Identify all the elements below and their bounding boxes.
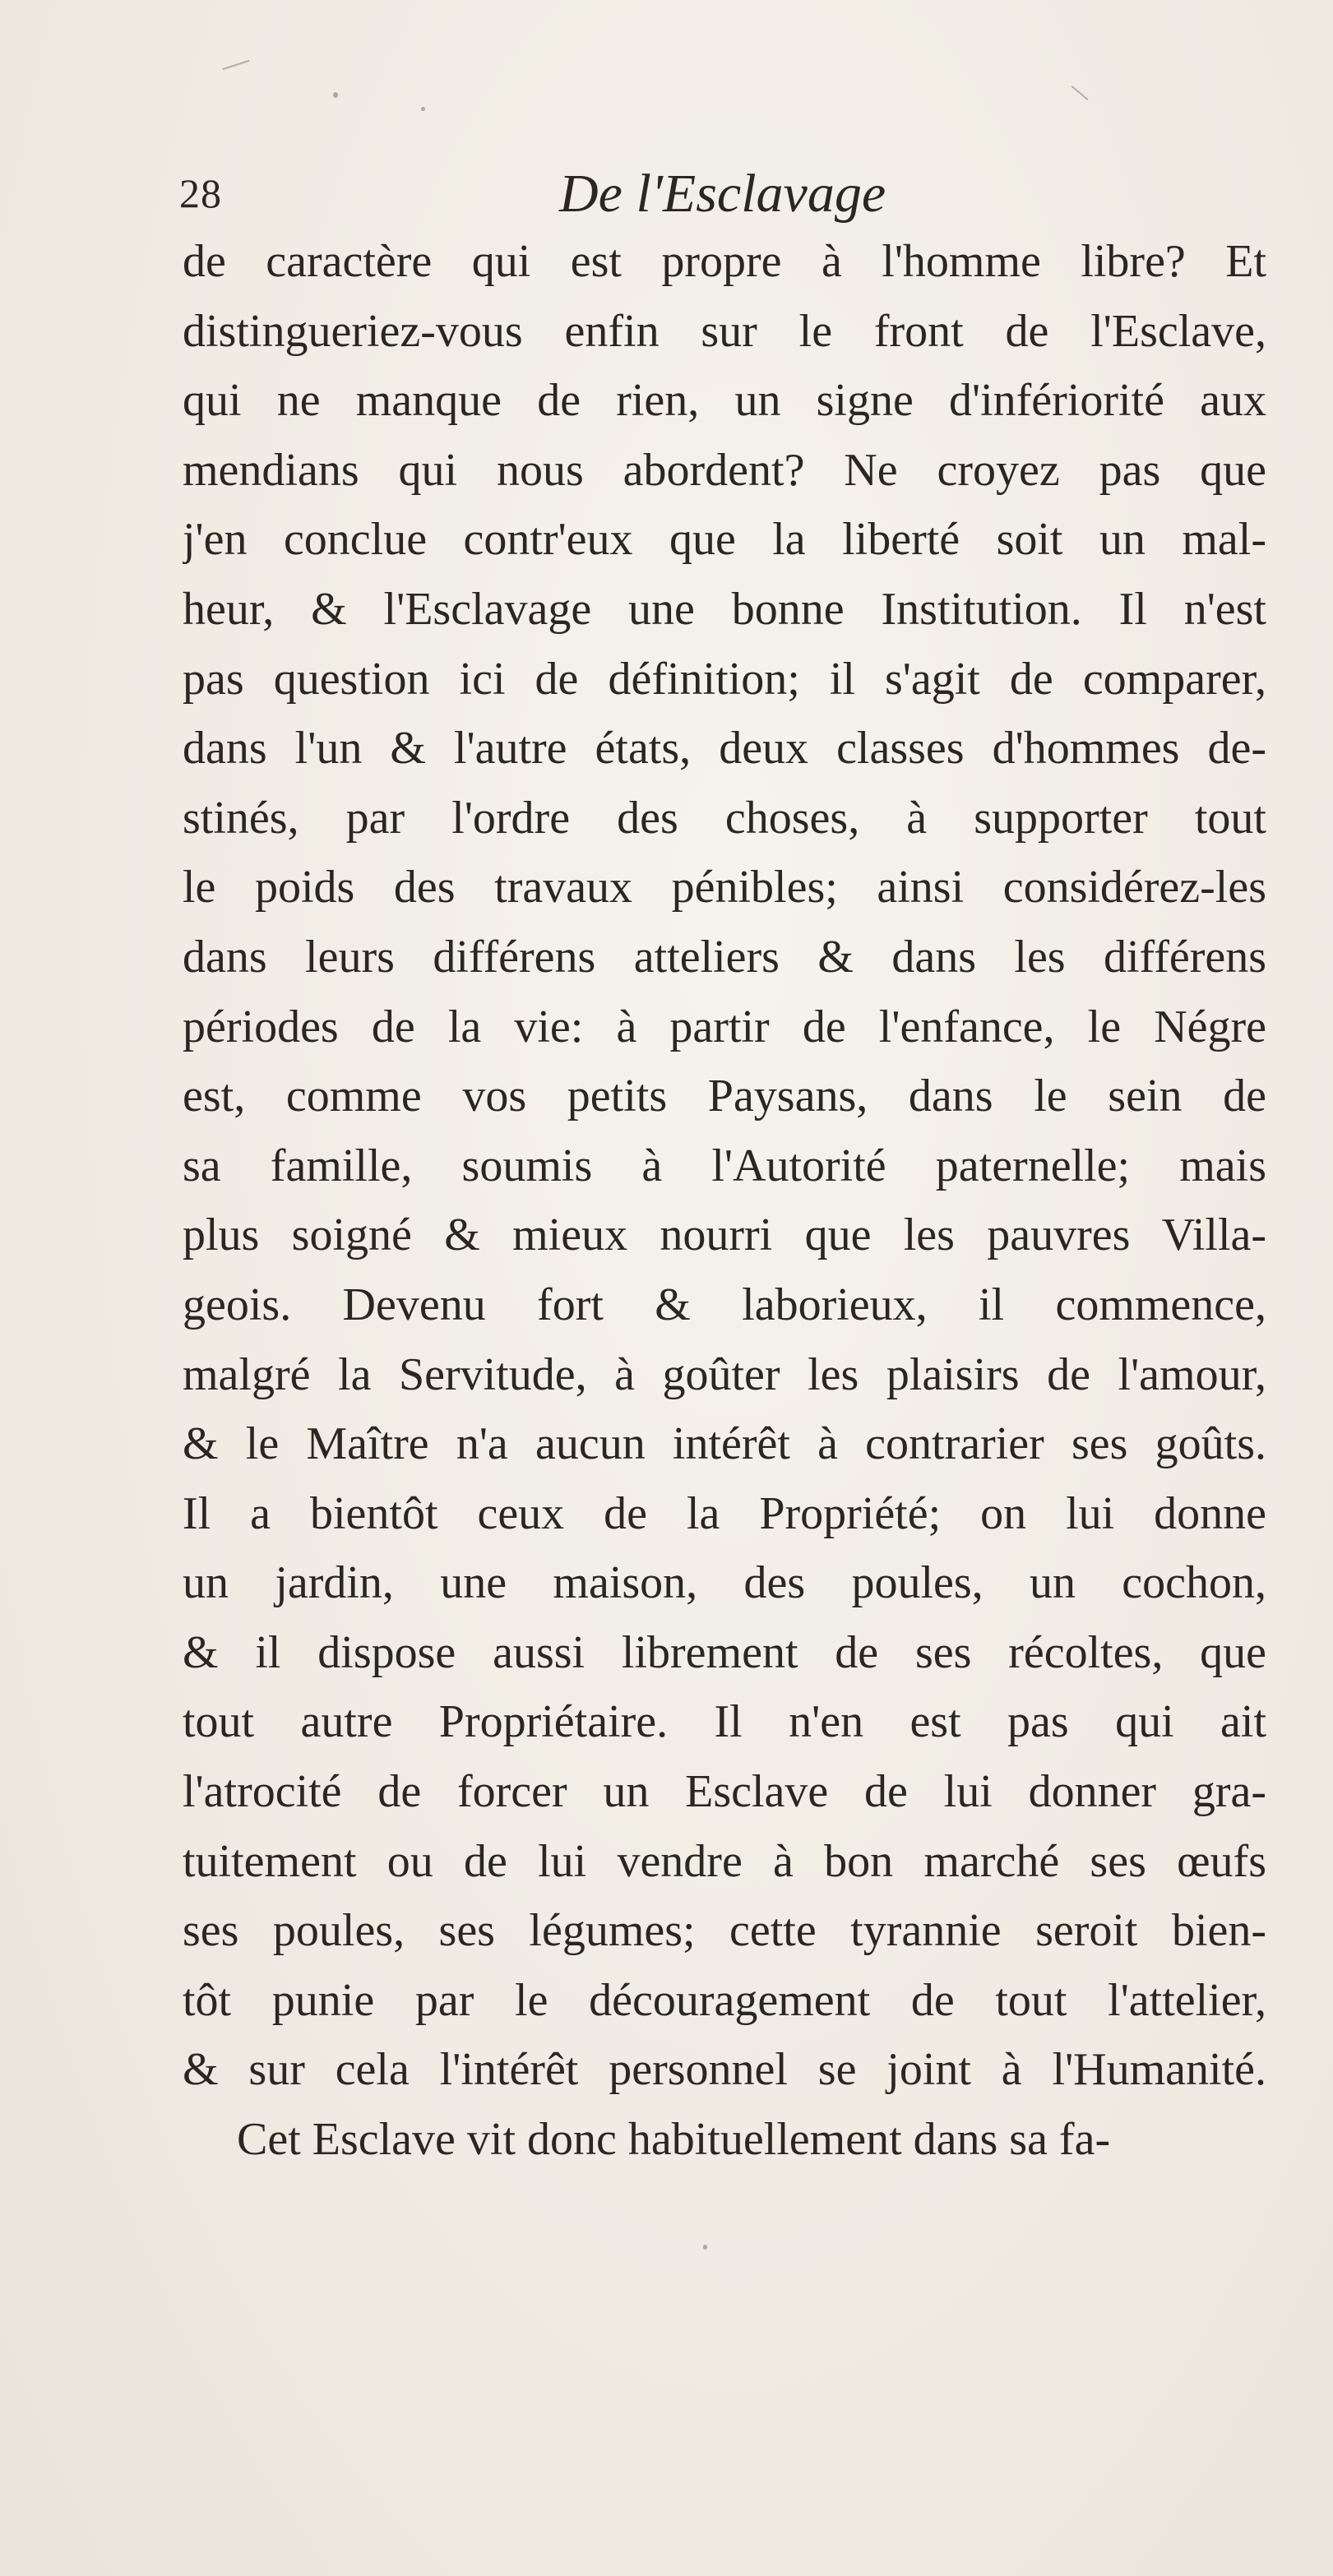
text-line: tuitement ou de lui vendre à bon marché ses œufs <box>183 1835 1266 1887</box>
text-line: pas question ici de définition; il s'agit de comparer, <box>183 653 1266 705</box>
ink-mark <box>223 60 250 70</box>
text-line: est, comme vos petits Paysans, dans le sein de <box>183 1071 1266 1122</box>
text-line: & le Maître n'a aucun intérêt à contrarier ses goûts. <box>183 1418 1266 1470</box>
text-line: dans l'un & l'autre états, deux classes d'hommes de- <box>183 723 1266 775</box>
text-line: Il a bientôt ceux de la Propriété; on lui donne <box>183 1487 1266 1539</box>
text-line: stinés, par l'ordre des choses, à supporter tout <box>183 792 1266 844</box>
paper-speck <box>333 92 338 98</box>
text-line: qui ne manque de rien, un signe d'infériorité aux <box>183 375 1266 427</box>
text-line: plus soigné & mieux nourri que les pauvres Villa- <box>183 1209 1266 1261</box>
text-line: mendians qui nous abordent? Ne croyez pas que <box>183 444 1266 496</box>
running-title: De l'Esclavage <box>559 164 886 224</box>
text-line: de caractère qui est propre à l'homme libre? Et <box>183 236 1266 287</box>
page-number: 28 <box>179 170 222 216</box>
text-line: j'en conclue contr'eux que la liberté soit un mal- <box>183 514 1266 566</box>
text-line: tôt punie par le découragement de tout l'attelier, <box>183 1974 1266 2026</box>
text-line: sa famille, soumis à l'Autorité paternelle; mais <box>183 1140 1266 1191</box>
page-header <box>179 163 1265 237</box>
text-line: heur, & l'Esclavage une bonne Institution. Il n'est <box>183 583 1266 635</box>
text-line: & il dispose aussi librement de ses récoltes, que <box>183 1626 1266 1678</box>
paper-speck <box>421 107 425 111</box>
text-line: dans leurs différens atteliers & dans les différens <box>183 931 1266 983</box>
text-line: Cet Esclave vit donc habituellement dans sa fa- <box>237 2114 1111 2166</box>
text-line: geois. Devenu fort & laborieux, il commence, <box>183 1279 1266 1330</box>
text-line: le poids des travaux pénibles; ainsi considérez-les <box>183 862 1266 913</box>
ink-mark <box>1071 86 1088 100</box>
text-line: distingueriez-vous enfin sur le front de l'Esclave, <box>183 305 1266 357</box>
paper-speck <box>703 2245 707 2250</box>
text-line: & sur cela l'intérêt personnel se joint à l'Humanité. <box>183 2044 1266 2096</box>
text-line: malgré la Servitude, à goûter les plaisirs de l'amour, <box>183 1348 1266 1400</box>
text-line: l'atrocité de forcer un Esclave de lui donner gra- <box>183 1766 1266 1818</box>
text-line: ses poules, ses légumes; cette tyrannie seroit bien- <box>183 1905 1266 1957</box>
text-line: périodes de la vie: à partir de l'enfance, le Négre <box>183 1001 1266 1052</box>
text-line: un jardin, une maison, des poules, un cochon, <box>183 1557 1266 1609</box>
body-text <box>183 227 1266 2175</box>
text-line: tout autre Propriétaire. Il n'en est pas qui ait <box>183 1696 1266 1748</box>
